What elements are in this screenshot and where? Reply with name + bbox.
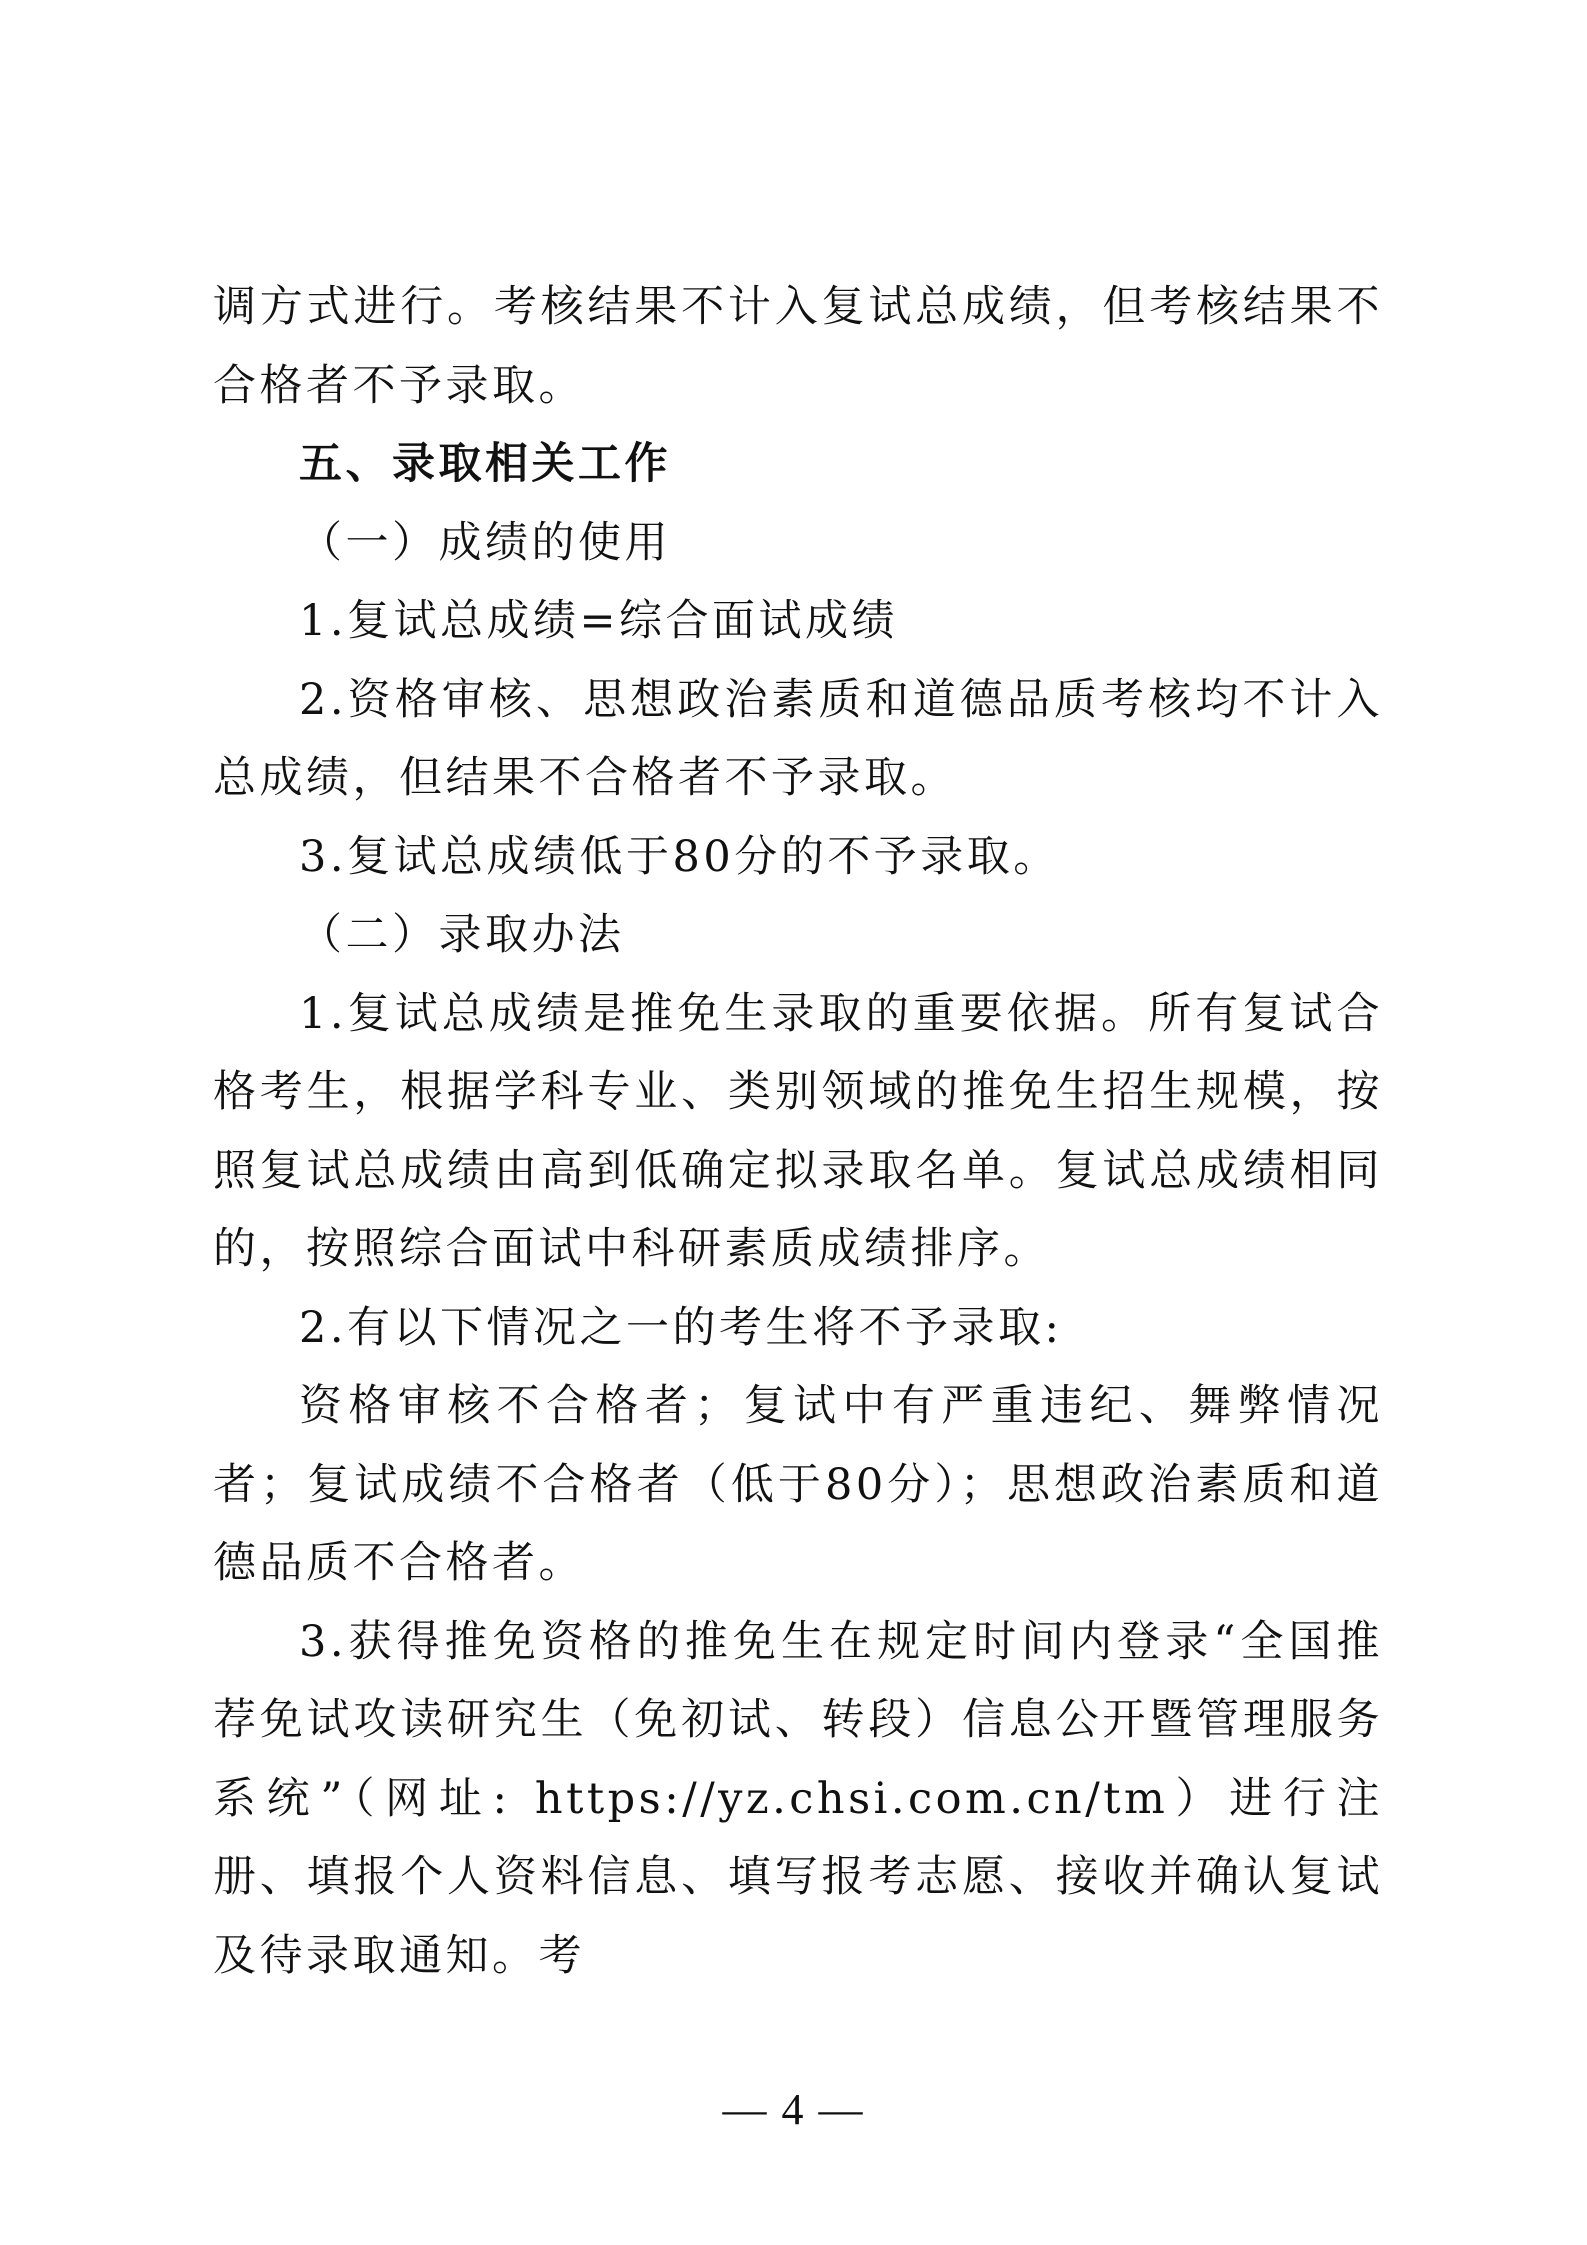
paragraph-continuation: 调方式进行。考核结果不计入复试总成绩，但考核结果不合格者不予录取。 — [213, 282, 1383, 411]
paragraph: 1.复试总成绩是推免生录取的重要依据。所有复试合格考生，根据学科专业、类别领域的推免生招生规模，按照复试总成绩由高到低确定拟录取名单。复试总成绩相同的，按照综合面试中科研素质成绩排序。 — [213, 988, 1383, 1274]
paragraph: 1.复试总成绩=综合面试成绩 — [299, 596, 899, 646]
paragraph: 资格审核不合格者；复试中有严重违纪、舞弊情况者；复试成绩不合格者（低于80分）；思想政治素质和道德品质不合格者。 — [213, 1381, 1383, 1588]
section-heading: 五、录取相关工作 — [299, 439, 671, 489]
page-number: — 4 — — [722, 2085, 865, 2134]
paragraph: 3.复试总成绩低于80分的不予录取。 — [299, 831, 1060, 882]
document-body — [213, 268, 1383, 1995]
subsection-heading: （二）录取办法 — [299, 910, 625, 960]
paragraph: 2.资格审核、思想政治素质和道德品质考核均不计入总成绩，但结果不合格者不予录取。 — [213, 674, 1383, 803]
subsection-heading: （一）成绩的使用 — [299, 517, 671, 568]
paragraph: 2.有以下情况之一的考生将不予录取: — [299, 1302, 1063, 1353]
paragraph: 3.获得推免资格的推免生在规定时间内登录“全国推荐免试攻读研究生（免初试、转段）信息公开暨管理服务系统”（网址: https://yz.chsi.com.cn/tm）进行注册、填报个人资料信息、填写报考志愿、接收并确认复试及待录取通知。考 — [213, 1616, 1383, 1981]
